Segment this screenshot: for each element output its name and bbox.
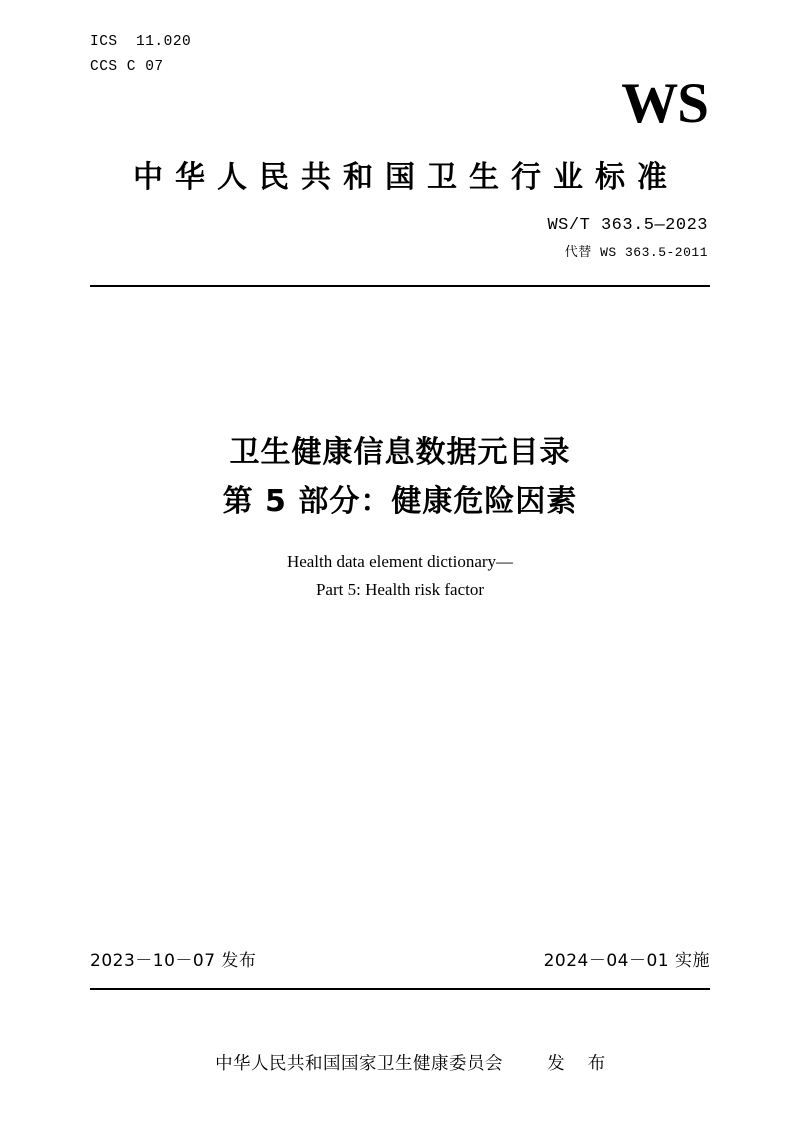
standard-header-title: 中华人民共和国卫生行业标准 <box>133 160 679 195</box>
document-title-zh-line1: 卫生健康信息数据元目录 <box>229 435 571 470</box>
document-title-en <box>0 548 800 604</box>
effective-date: 2024－04－01 实施 <box>543 951 710 971</box>
replaces-note: 代替 WS 363.5-2011 <box>564 245 708 260</box>
document-title-zh-line2: 第 5 部分：健康危险因素 <box>222 484 578 519</box>
publisher-line <box>0 1030 800 1095</box>
publish-verb: 发 布 <box>547 1054 610 1074</box>
standard-number-block <box>547 216 708 260</box>
document-title-en-line1: Health data element dictionary— <box>286 552 514 571</box>
header-divider <box>90 285 710 287</box>
publisher-name: 中华人民共和国国家卫生健康委员会 <box>215 1054 504 1074</box>
issue-date: 2023－10－07 发布 <box>90 951 257 971</box>
footer-divider <box>90 988 710 990</box>
document-title-en-line2: Part 5: Health risk factor <box>315 580 485 600</box>
ws-logo: WS <box>621 72 708 135</box>
ics-code: ICS 11.020 <box>90 34 192 50</box>
document-title-zh <box>0 430 800 524</box>
ccs-code: CCS C 07 <box>90 58 164 75</box>
date-row <box>90 946 710 971</box>
classification-codes <box>90 30 191 79</box>
standard-number: WS/T 363.5—2023 <box>547 216 708 235</box>
